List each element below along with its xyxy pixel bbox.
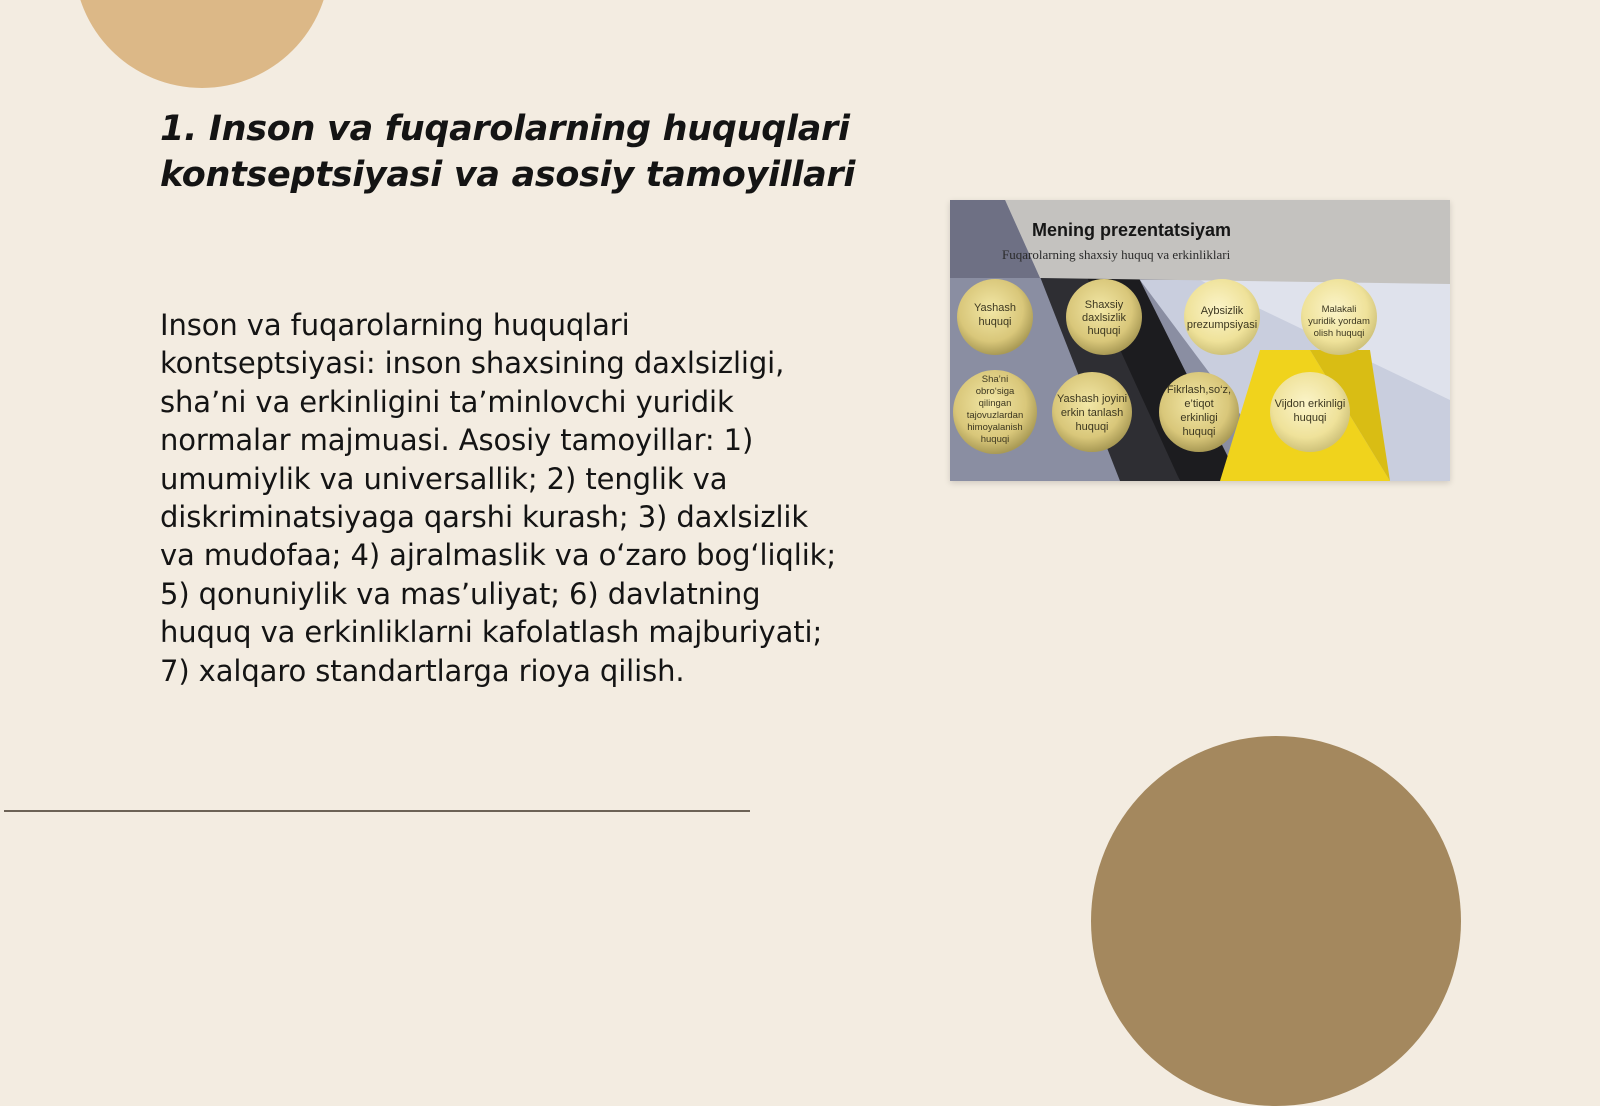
bubble-7-line-4: huquqi <box>1182 426 1216 438</box>
decorative-circle-bottom <box>1091 736 1461 1106</box>
bubble-6-line-3: huquqi <box>1075 421 1109 433</box>
slide-title <box>160 106 860 198</box>
bubble-3-line-2: prezumpsiyasi <box>1186 319 1258 331</box>
bubble-7-line-2: e’tiqot <box>1184 398 1214 410</box>
bubble-8-line-1: Vijdon erkinligi <box>1274 398 1346 410</box>
bubble-8-line-2: huquqi <box>1293 412 1327 424</box>
bubble-5-line-6: huquqi <box>980 434 1010 445</box>
bubble-1-line-1: Yashash <box>974 302 1016 314</box>
bubble-6 <box>1052 372 1132 452</box>
bubble-4-line-3: olish huquqi <box>1313 328 1365 339</box>
bubble-5-line-1: Sha’ni <box>981 374 1009 385</box>
decorative-circle-top <box>74 0 330 88</box>
bubble-5-line-5: himoyalanish <box>967 422 1023 433</box>
bubble-7-line-3: erkinligi <box>1180 412 1218 424</box>
bubble-4 <box>1301 279 1377 355</box>
bubble-4-line-2: yuridik yordam <box>1308 316 1370 327</box>
bubble-7-line-1: Fikrlash,so‘z, <box>1166 384 1232 396</box>
bubble-2 <box>1066 279 1142 355</box>
bubble-5-line-3: qilingan <box>978 398 1012 409</box>
bubble-4-line-1: Malakali <box>1321 304 1357 315</box>
bubble-5-line-2: obro‘siga <box>975 386 1015 397</box>
divider-line <box>4 810 750 812</box>
bubble-3 <box>1184 279 1260 355</box>
bubble-3-line-1: Aybsizlik <box>1200 305 1244 317</box>
bubble-6-line-2: erkin tanlash <box>1060 407 1124 419</box>
bubble-1 <box>957 279 1033 355</box>
bubble-2-line-1: Shaxsiy <box>1084 299 1124 311</box>
slide-title-line-1: 1. Inson va fuqarolarning huquqlari <box>160 109 850 149</box>
thumbnail-title: Mening prezentatsiyam <box>1032 220 1232 240</box>
bubble-1-line-2: huquqi <box>978 316 1012 328</box>
bubble-7 <box>1159 372 1239 452</box>
slide-title-line-2: kontseptsiyasi va asosiy tamoyillari <box>160 155 856 195</box>
thumbnail-graphic <box>950 200 1450 481</box>
thumbnail-subtitle: Fuqarolarning shaxsiy huquq va erkinliklari <box>1002 247 1231 262</box>
slide-body-text: Inson va fuqarolarning huquqlari kontseptsiyasi: inson shaxsining daxlsizligi, sha’ni va erkinligini ta’minlovchi yuridik normalar majmuasi. Asosiy tamoyillar: 1) umumiylik va universallik; 2) tenglik va diskriminatsiyaga qarshi kurash; 3) daxlsizlik va mudofaa; 4) ajralmaslik va o‘zaro bog‘liqlik; 5) qonuniylik va mas’uliyat; 6) davlatning huquq va erkinliklarni kafolatlash majburiyati; 7) xalqaro standartlarga rioya qilish. <box>160 308 837 688</box>
bubble-5 <box>953 370 1037 454</box>
bubble-6-line-1: Yashash joyini <box>1056 393 1128 405</box>
bubble-5-line-4: tajovuzlardan <box>966 410 1024 421</box>
bubble-2-line-3: huquqi <box>1087 325 1121 337</box>
bubble-2-line-2: daxlsizlik <box>1081 312 1127 324</box>
presentation-thumbnail-image <box>950 200 1450 481</box>
bubble-8 <box>1270 372 1350 452</box>
